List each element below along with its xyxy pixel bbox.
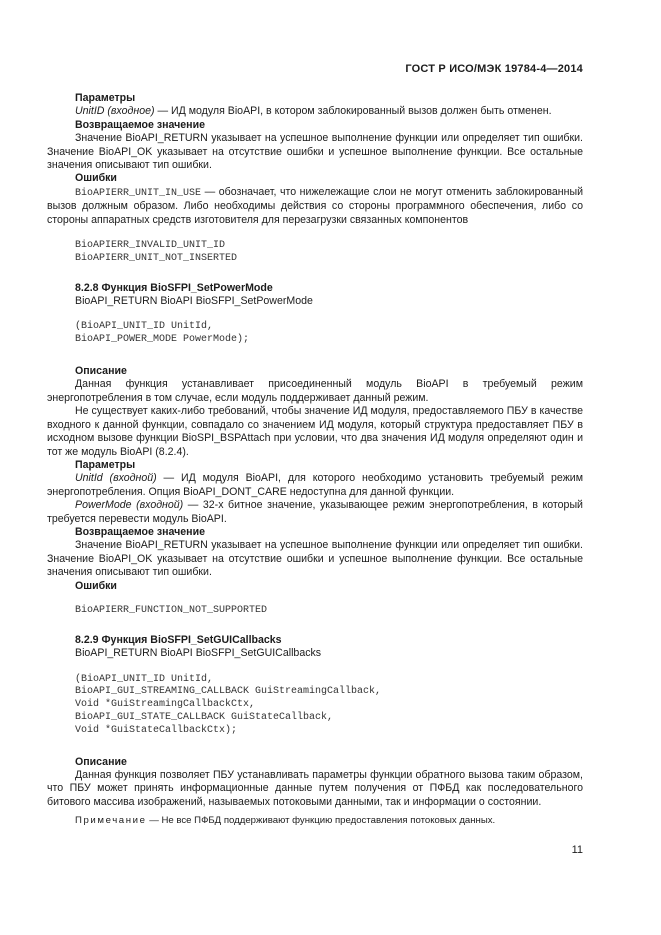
section-title-828: 8.2.8 Функция BioSFPI_SetPowerMode [75,281,273,294]
error-code: BioAPIERR_FUNCTION_NOT_SUPPORTED [75,604,268,616]
document-header: ГОСТ Р ИСО/МЭК 19784-4—2014 [405,63,583,75]
errors-heading: Ошибки [75,579,117,592]
param-unitid [47,105,583,118]
params-heading: Параметры [75,458,136,471]
note [47,814,583,827]
param-unitid [47,472,583,499]
description-paragraph: Данная функция позволяет ПБУ устанавливать параметры функции обратного вызова таким образом, что ПБУ может принять информационные данные путем получения от ПФБД как последовательного битового массива изображений, называемых потоковыми данными, так и информации о состоянии. [47,768,583,808]
param-name: UnitID (входное) [75,105,155,118]
note-label: Примечание [75,815,147,827]
function-signature-828: BioAPI_RETURN BioAPI BioSFPI_SetPowerMode [75,295,313,308]
return-text: Значение BioAPI_RETURN указывает на успешное выполнение функции или определяет тип ошибки. Значение BioAPI_OK указывает на отсутствие ошибки и успешное выполнение функции. Все остальные значения описывают тип ошибки. [47,539,583,579]
page-number: 11 [571,844,583,856]
error-description [47,186,583,227]
description-paragraph: Не существует каких-либо требований, чтобы значение ИД модуля, предоставляемого ПБУ в качестве входного к данной функции, совпадало со значением ИД модуля, который структура предоставляет ПБУ в исходном вызове функции BioSPI_BSPAttach при условии, что два значения ИД модуля определяют один и тот же модуль BioAPI (8.2.4). [47,405,583,458]
code-block-828: (BioAPI_UNIT_ID UnitId, BioAPI_POWER_MODE PowerMode); [75,321,250,346]
param-name: UnitId (входной) [75,472,157,485]
errors-heading: Ошибки [75,172,117,185]
params-heading: Параметры [75,92,136,104]
param-powermode [47,499,583,526]
error-code: BioAPIERR_UNIT_IN_USE [75,187,202,199]
page-content [47,92,583,828]
description-heading: Описание [75,755,127,768]
description-heading: Описание [75,365,127,378]
code-block-829: (BioAPI_UNIT_ID UnitId, BioAPI_GUI_STREAMING_CALLBACK GuiStreamingCallback, Void *GuiStreamingCallbackCtx, BioAPI_GUI_STATE_CALLBACK GuiStateCallback, Void *GuiStateCallbackCtx); [75,673,382,736]
error-codes-list: BioAPIERR_INVALID_UNIT_ID BioAPIERR_UNIT_NOT_INSERTED [75,240,238,264]
description-paragraph: Данная функция устанавливает присоединенный модуль BioAPI в требуемый режим энергопотребления в том случае, если модуль поддерживает данный режим. [47,378,583,404]
error-text: — обозначает, что нижележащие слои не могут отменить заблокированный вызов должным образом. Либо необходимы действия со стороны программного обеспечения, либо со стороны аппаратных средств изготовителя для перезагрузки связанных компонентов [47,185,583,226]
section-title-829: 8.2.9 Функция BioSFPI_SetGUICallbacks [75,633,282,646]
function-signature-829: BioAPI_RETURN BioAPI BioSFPI_SetGUICallbacks [75,647,322,660]
return-text: Значение BioAPI_RETURN указывает на успешное выполнение функции или определяет тип ошибки. Значение BioAPI_OK указывает на отсутствие ошибки и успешное выполнение функции. Все остальные значения описывают тип ошибки. [47,132,583,172]
param-description: — ИД модуля BioAPI, в котором заблокированный вызов должен быть отменен. [154,105,552,118]
param-description: — ИД модуля BioAPI, для которого необходимо установить требуемый режим энергопотребления. Опция BioAPI_DONT_CARE недоступна для данной функции. [47,472,583,498]
return-heading: Возвращаемое значение [75,118,205,131]
return-heading: Возвращаемое значение [75,525,205,538]
note-text: — Не все ПФБД поддерживают функцию предоставления потоковых данных. [146,815,496,827]
param-description: — 32-х битное значение, указывающее режим энергопотребления, в который требуется перевести модуль BioAPI. [47,499,583,525]
param-name: PowerMode (входной) [75,499,184,512]
